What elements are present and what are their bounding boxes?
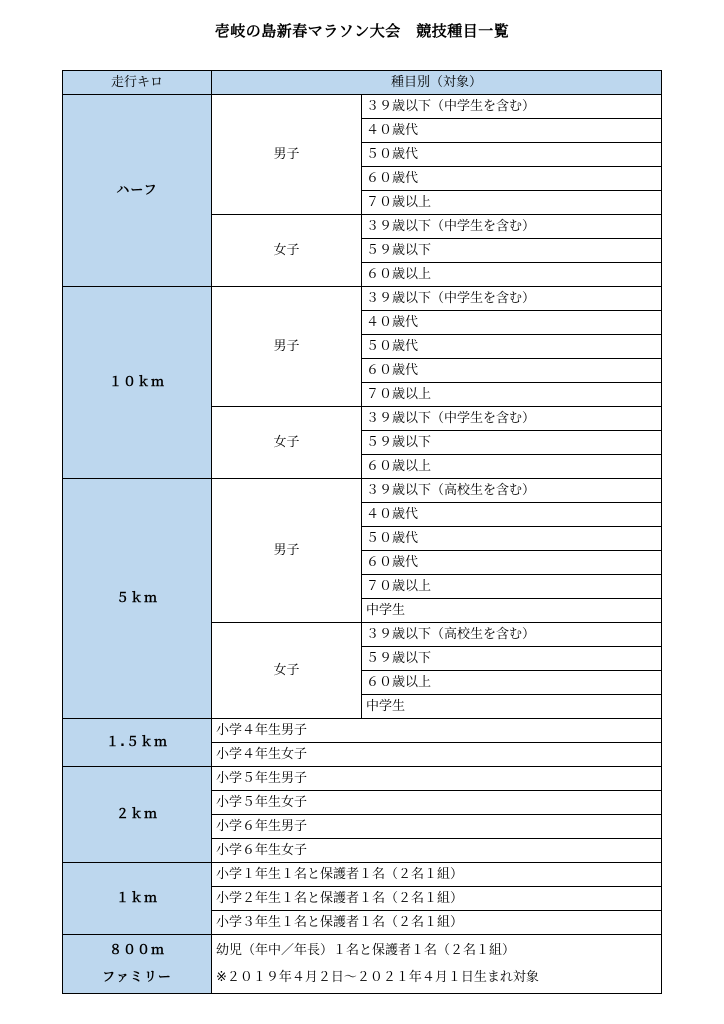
category-cell: ４０歳代 [362,503,662,527]
sex-label: 女子 [212,623,362,719]
category-cell: 中学生 [362,599,662,623]
distance-800m-family [63,935,212,994]
distance-2km: ２ｋｍ [63,767,212,863]
category-cell: ６０歳代 [362,167,662,191]
category-cell: ３９歳以下（高校生を含む） [362,623,662,647]
header-category: 種目別（対象） [212,71,662,95]
category-cell: ５９歳以下 [362,647,662,671]
table-row [63,287,662,311]
category-cell: ５０歳代 [362,335,662,359]
category-cell: ７０歳以上 [362,575,662,599]
category-cell: ３９歳以下（中学生を含む） [362,95,662,119]
distance-10km: １０ｋｍ [63,287,212,479]
family-line-1: 幼児（年中／年長）１名と保護者１名（２名１組） [216,943,516,958]
table-header-row [63,71,662,95]
distance-half: ハーフ [63,95,212,287]
category-cell: ５０歳代 [362,143,662,167]
category-cell: 小学５年生男子 [212,767,662,791]
category-cell: ６０歳代 [362,551,662,575]
distance-1-5km: １.５ｋｍ [63,719,212,767]
category-cell: ６０歳以上 [362,455,662,479]
category-cell: 小学１年生１名と保護者１名（２名１組） [212,863,662,887]
table-row [63,479,662,503]
category-cell: 小学２年生１名と保護者１名（２名１組） [212,887,662,911]
table-row [63,863,662,887]
header-distance: 走行キロ [63,71,212,95]
category-cell: 小学４年生男子 [212,719,662,743]
table-row [63,719,662,743]
category-cell: ３９歳以下（中学生を含む） [362,215,662,239]
category-cell: ３９歳以下（高校生を含む） [362,479,662,503]
category-cell: 小学４年生女子 [212,743,662,767]
category-cell: 小学６年生女子 [212,839,662,863]
family-line-2: ※２０１９年４月２日～２０２１年４月１日生まれ対象 [216,970,539,985]
category-cell: ５９歳以下 [362,431,662,455]
distance-1km: １ｋｍ [63,863,212,935]
category-cell: 中学生 [362,695,662,719]
category-cell: ６０歳以上 [362,263,662,287]
sex-label: 男子 [212,95,362,215]
category-cell: 小学５年生女子 [212,791,662,815]
category-cell: ７０歳以上 [362,191,662,215]
table-row [63,935,662,994]
table-row [63,95,662,119]
distance-5km: ５ｋｍ [63,479,212,719]
sex-label: 男子 [212,287,362,407]
sex-label: 女子 [212,407,362,479]
category-cell: ５０歳代 [362,527,662,551]
category-cell: ３９歳以下（中学生を含む） [362,407,662,431]
category-cell: ４０歳代 [362,311,662,335]
sex-label: 女子 [212,215,362,287]
category-cell: 小学６年生男子 [212,815,662,839]
category-cell: ４０歳代 [362,119,662,143]
category-cell: ６０歳以上 [362,671,662,695]
category-cell: ７０歳以上 [362,383,662,407]
distance-family: ファミリー [102,970,172,985]
category-cell: 小学３年生１名と保護者１名（２名１組） [212,911,662,935]
table-row [63,767,662,791]
category-cell: ６０歳代 [362,359,662,383]
distance-800m: ８００ｍ [108,943,165,958]
family-note [212,935,662,994]
sex-label: 男子 [212,479,362,623]
category-cell: ３９歳以下（中学生を含む） [362,287,662,311]
event-table [62,70,662,994]
category-cell: ５９歳以下 [362,239,662,263]
page-title: 壱岐の島新春マラソン大会 競技種目一覧 [214,22,510,40]
